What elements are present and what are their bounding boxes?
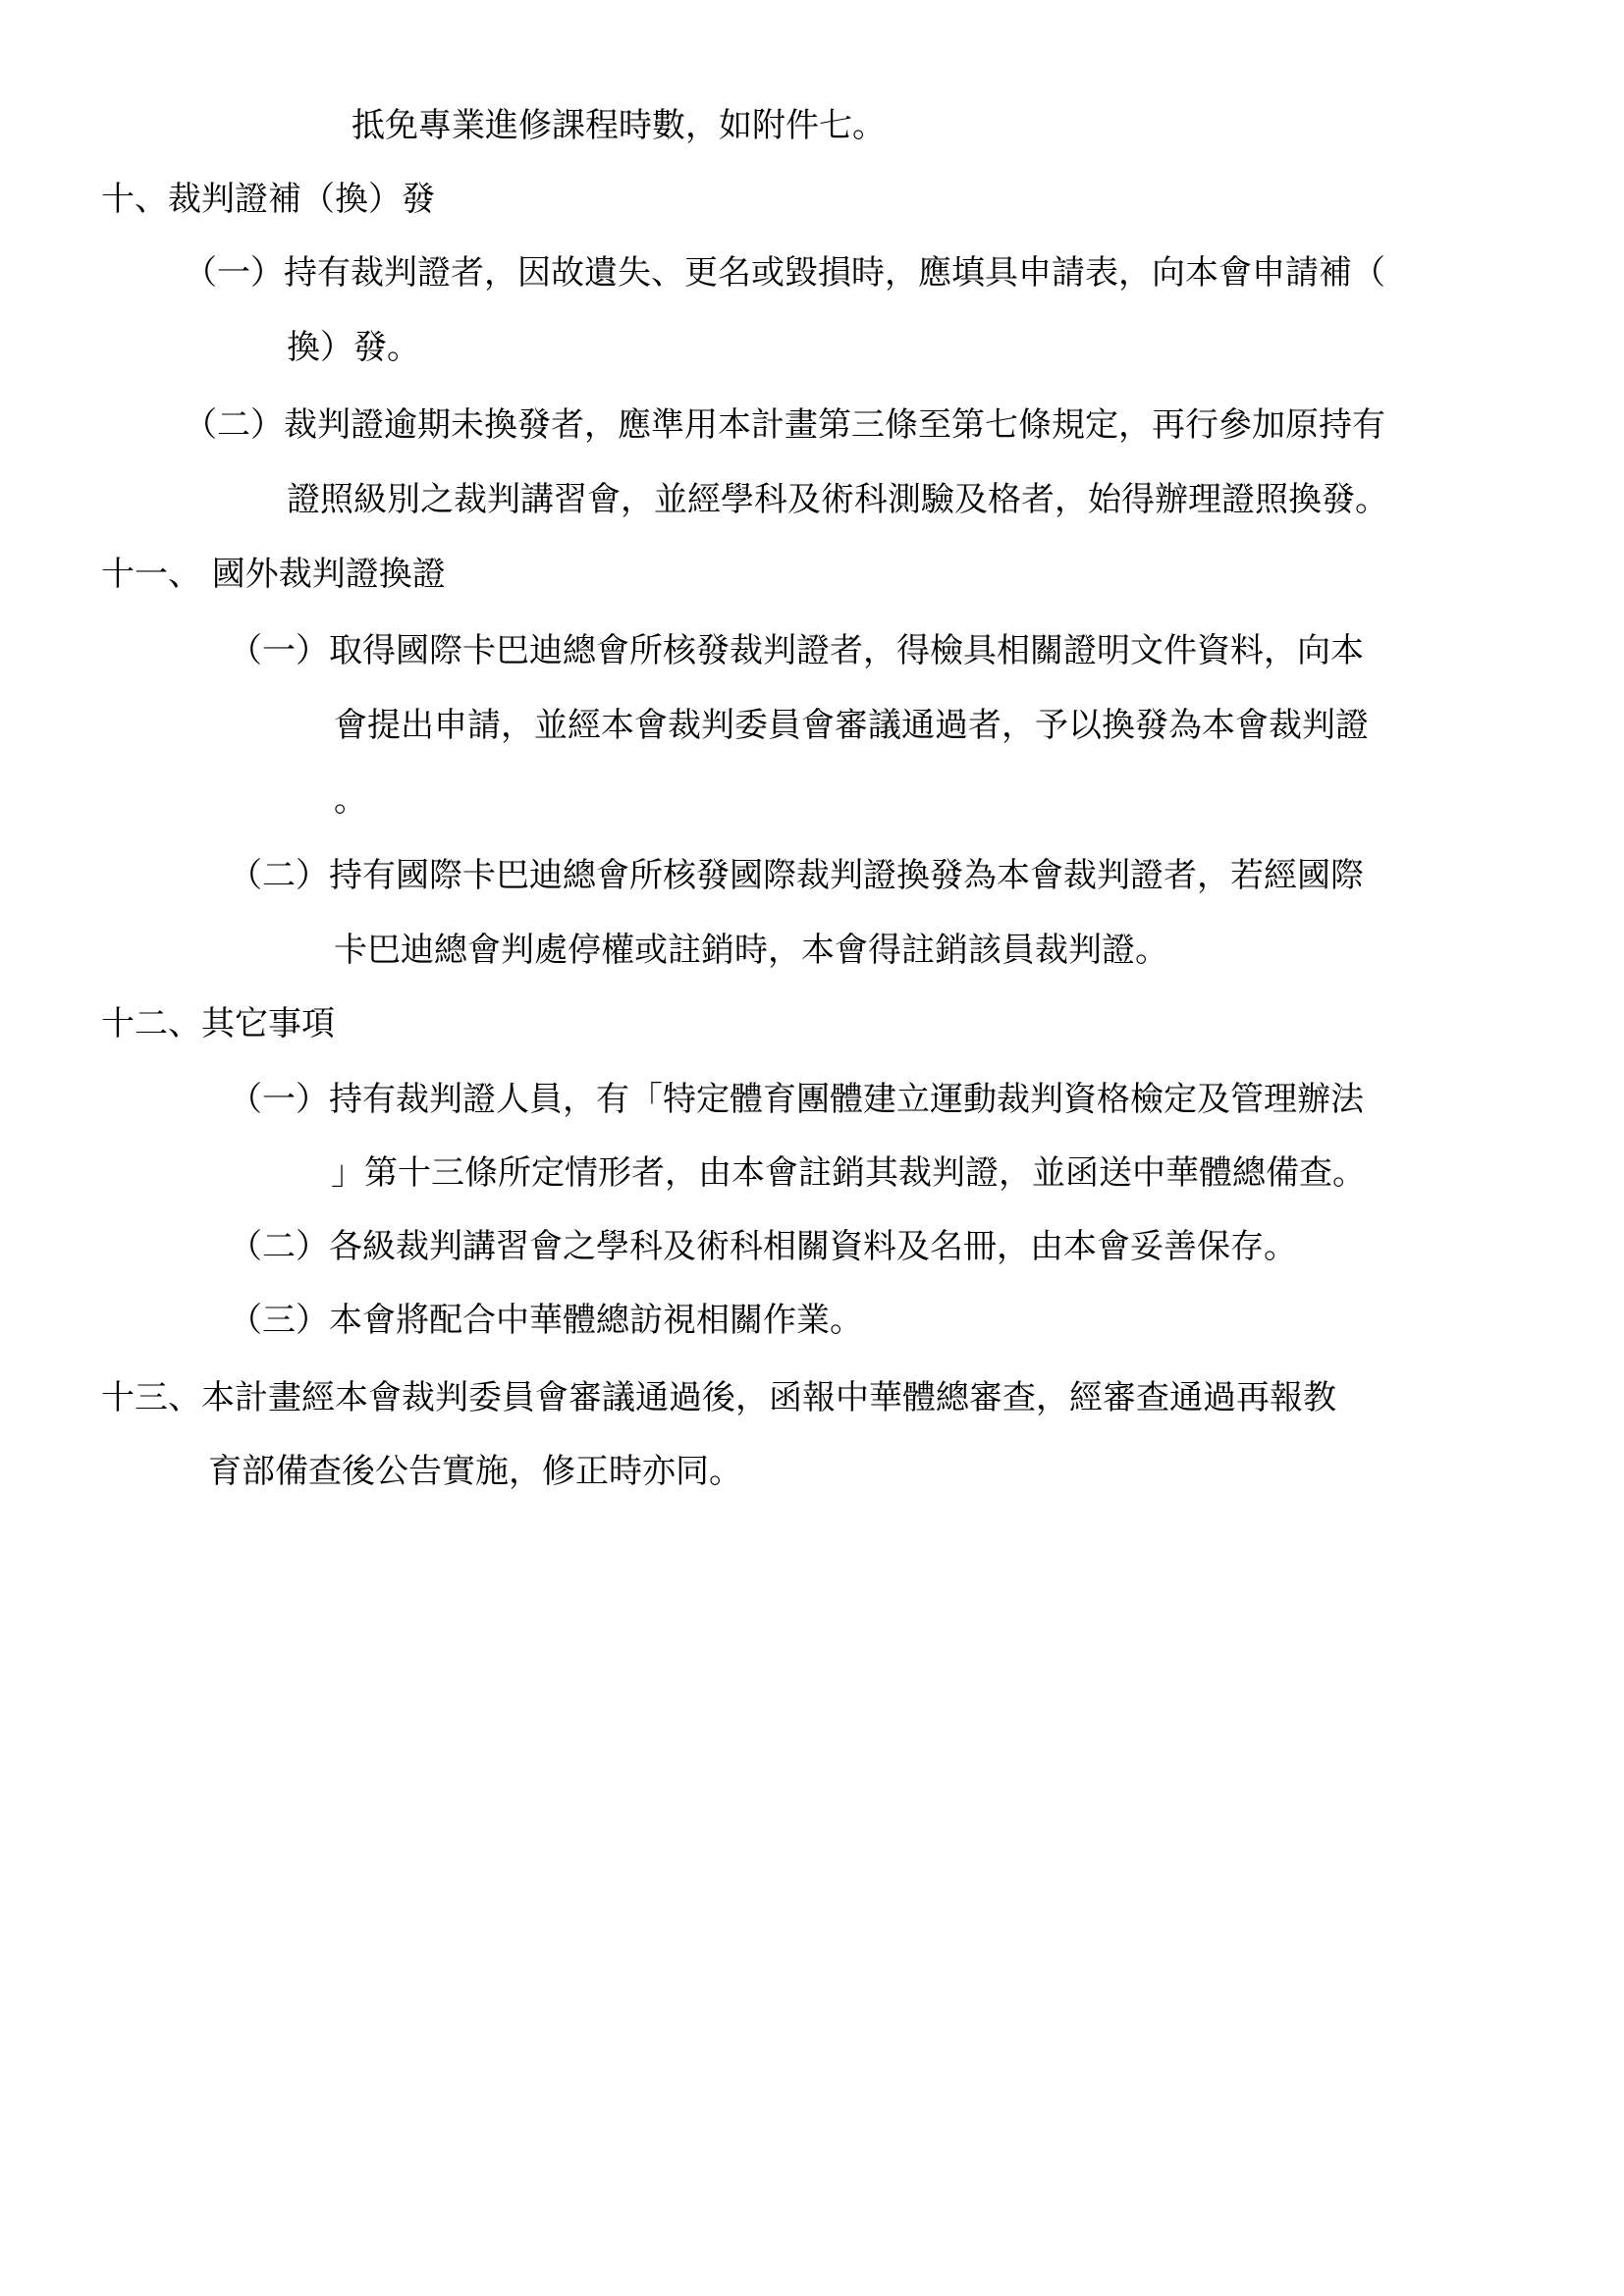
section-heading-12: 十二、其它事項 [101,1004,335,1043]
text-line: （二）裁判證逾期未換發者，應準用本計畫第三條至第七條規定，再行參加原持有 [184,405,1385,445]
text-line: （二）持有國際卡巴迪總會所核發國際裁判證換發為本會裁判證者，若經國際 [229,856,1364,895]
section-heading-13: 十三、本計畫經本會裁判委員會審議通過後，函報中華體總審查，經審查通過再報教 [101,1378,1336,1417]
text-line: 換）發。 [287,328,420,367]
text-line: 證照級別之裁判講習會，並經學科及術科測驗及格者，始得辦理證照換發。 [287,480,1388,519]
text-line: 育部備查後公告實施，修正時亦同。 [208,1452,742,1491]
text-line: 抵免專業進修課程時數，如附件七。 [352,106,886,145]
text-line: （一）持有裁判證人員，有「特定體育團體建立運動裁判資格檢定及管理辦法 [229,1080,1364,1119]
text-line: （二）各級裁判講習會之學科及術科相關資料及名冊，由本會妥善保存。 [229,1227,1297,1266]
text-line: 卡巴迪總會判處停權或註銷時，本會得註銷該員裁判證。 [334,931,1168,970]
text-line: 」第十三條所定情形者，由本會註銷其裁判證，並函送中華體總備查。 [331,1153,1366,1193]
section-heading-10: 十、裁判證補（換）發 [101,180,435,219]
text-line: 會提出申請，並經本會裁判委員會審議通過者，予以換發為本會裁判證 [334,706,1369,745]
text-line: （一）持有裁判證者，因故遺失、更名或毀損時，應填具申請表，向本會申請補（ [184,253,1385,293]
section-heading-11: 十一、 國外裁判證換證 [101,555,446,594]
text-line: （一）取得國際卡巴迪總會所核發裁判證者，得檢具相關證明文件資料，向本 [229,631,1364,670]
text-line: （三）本會將配合中華體總訪視相關作業。 [229,1301,863,1340]
text-line: 。 [334,780,368,820]
